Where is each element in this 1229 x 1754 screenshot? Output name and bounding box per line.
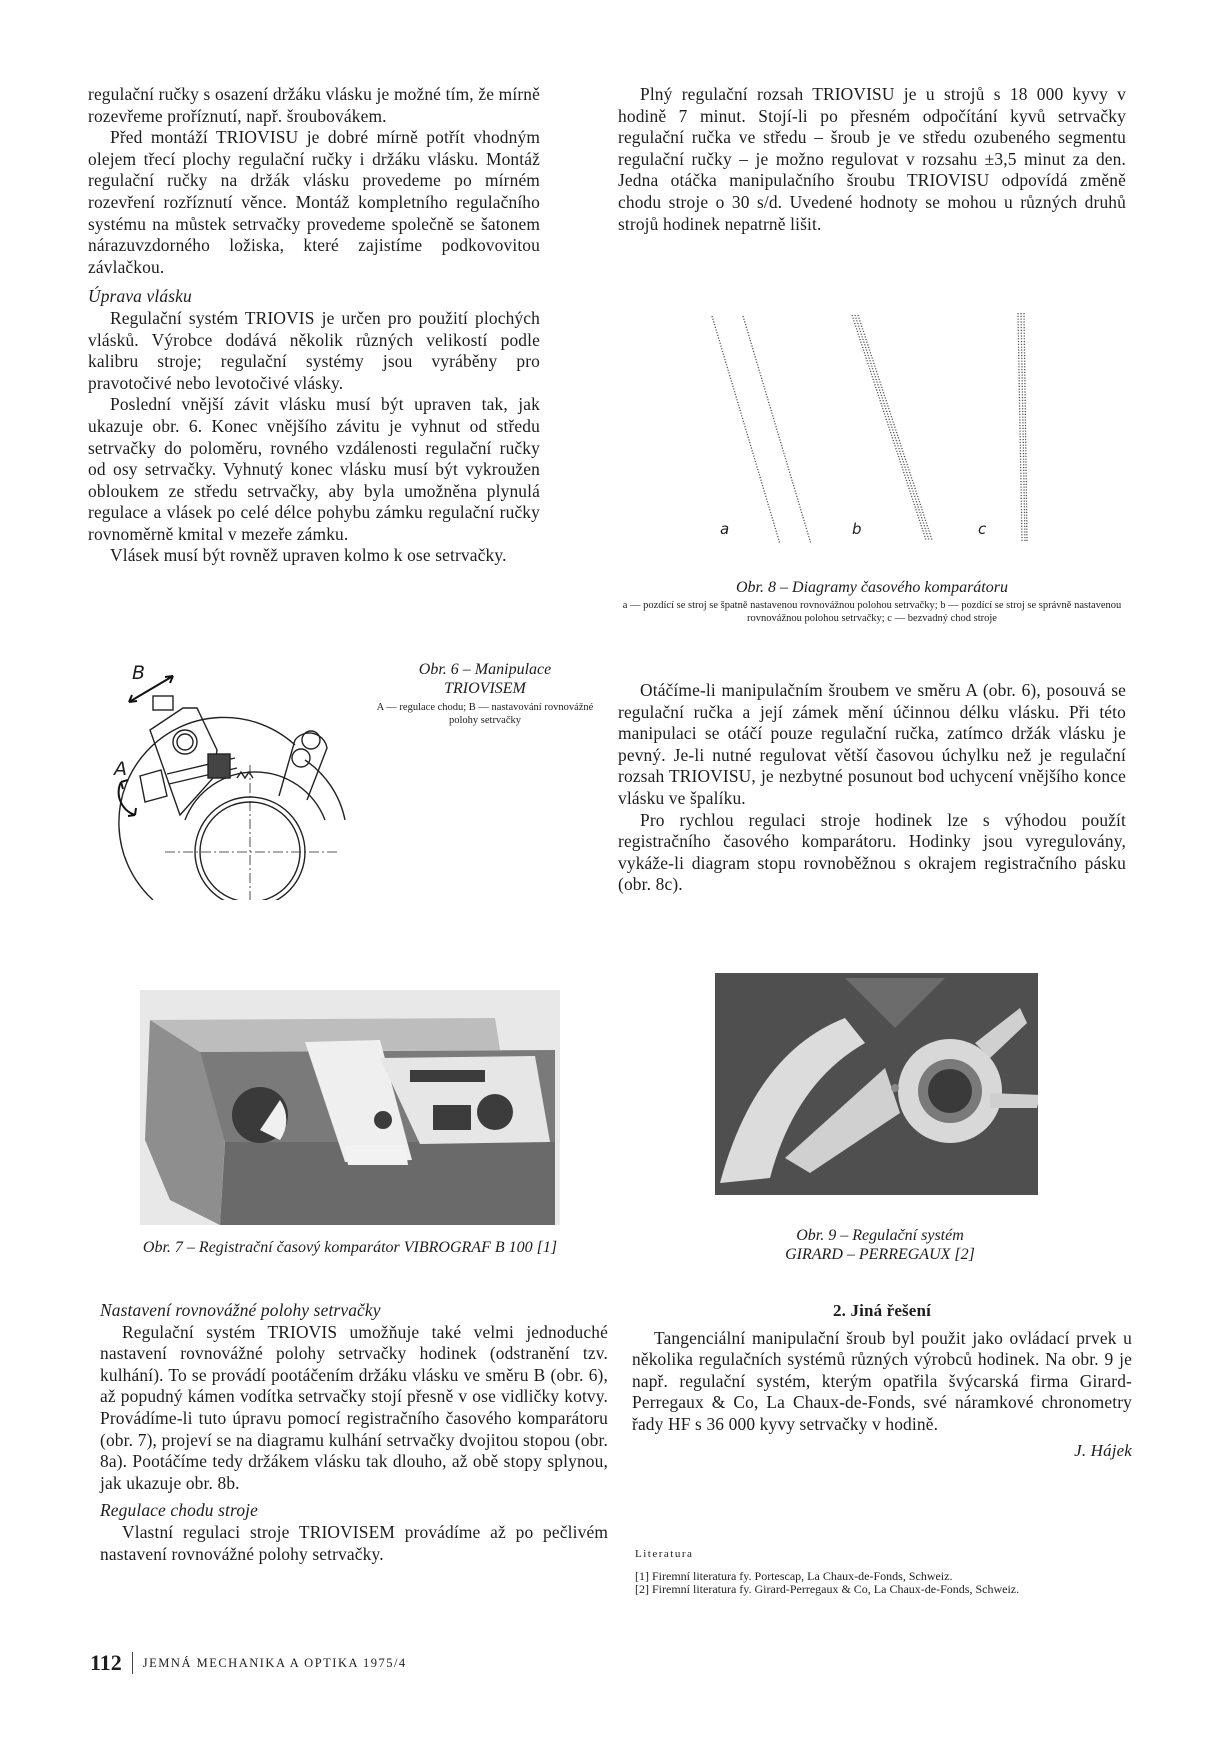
figure-7-caption: Obr. 7 – Registrační časový komparátor VIBROGRAF B 100 [1] bbox=[142, 1239, 558, 1256]
figure-7-photo bbox=[140, 990, 560, 1225]
right-column-mid bbox=[618, 680, 1126, 896]
girard-perregaux-regulator-photo bbox=[715, 973, 1038, 1195]
left-column-bottom bbox=[100, 1300, 608, 1565]
paragraph: Regulační systém TRIOVIS umožňuje také velmi jednoduché nastavení rovnovážné polohy setrvačky hodinek (odstranění tzv. kulhání). To se provádí pootáčením držáku vlásku ve směru B (obr. 6), až popudný kámen vodítka setrvačky stojí přesně v ose vidličky kotvy. Provádíme-li tuto úpravu pomocí registračního časového komparátoru (obr. 7), projeví se na diagramu kulhání setrvačky dvojitou stopou (obr. 8a). Pootáčíme tedy držákem vlásku tak dlouho, až obě stopy splynou, jak ukazuje obr. 8b. bbox=[100, 1321, 608, 1493]
section-title-jina-reseni: 2. Jiná řešení bbox=[833, 1301, 931, 1320]
figure-6-drawing bbox=[90, 650, 350, 900]
direction-label-a: A bbox=[114, 758, 127, 780]
paragraph: Pro rychlou regulaci stroje hodinek lze s výhodou použít registračního časového komparátoru. Hodinky jsou vyregulovány, vykáže-li diagram stopu rovnoběžnou s okrajem registračního pásku (obr. 8c). bbox=[618, 809, 1126, 895]
vibrograf-device-photo bbox=[140, 990, 560, 1225]
trace-label-b: b bbox=[852, 520, 862, 538]
left-column-top bbox=[88, 84, 540, 567]
figure-6-caption bbox=[350, 660, 620, 727]
literature bbox=[635, 1548, 1135, 1596]
figure-8-note: a — pozdící se stroj se špatně nastavenou rovnovážnou polohou setrvačky; b — pozdící se stroj se správně nastavenou rovnovážnou polohou setrvačky; c — bezvadný chod stroje bbox=[622, 600, 1122, 624]
figure-9-photo bbox=[715, 973, 1038, 1195]
footer-divider bbox=[132, 1652, 133, 1674]
journal-title: JEMNÁ MECHANIKA A OPTIKA 1975/4 bbox=[142, 1655, 407, 1670]
figure-6-note: A — regulace chodu; B — nastavování rovnovážné polohy setrvačky bbox=[376, 702, 594, 726]
right-column-top bbox=[618, 84, 1126, 235]
paragraph: Před montáží TRIOVISU je dobré mírně potřít vhodným olejem třecí plochy regulační ručky i držáku vlásku. Montáž regulační ručky na držák vlásku provedeme po mírném rozevření rozříznutí věnce. Montáž kompletního regulačního systému na můstek setrvačky provedeme společně se šatonem nárazuvzdorného ložiska, které zajistíme podkovovitou závlačkou. bbox=[88, 127, 540, 277]
paragraph: Regulační systém TRIOVIS je určen pro použití plochých vlásků. Výrobce dodává několik různých velikostí podle kalibru stroje; regulační systémy jsou vyráběny pro pravotočivé nebo levotočivé vlásky. bbox=[88, 307, 540, 393]
figure-6-title-line1: Obr. 6 – Manipulace bbox=[418, 661, 552, 678]
reference-item: [1] Firemní literatura fy. Portescap, La Chaux-de-Fonds, Schweiz. bbox=[635, 1569, 953, 1583]
paragraph: Tangenciální manipulační šroub byl použit jako ovládací prvek u několika regulačních systémů různých výrobců hodinek. Na obr. 9 je např. regulační systém, kterým opatřila švýcarská firma Girard-Perregaux & Co, La Chaux-de-Fonds, své náramkové chronometry řady HF s 36 000 kyvy setrvačky v hodině. bbox=[632, 1327, 1132, 1434]
comparator-traces-illustration bbox=[700, 300, 1040, 550]
triovis-mechanism-illustration bbox=[90, 650, 350, 900]
paragraph: Vlastní regulaci stroje TRIOVISEM provádíme až po pečlivém nastavení rovnovážné polohy setrvačky. bbox=[100, 1521, 608, 1564]
paragraph: Plný regulační rozsah TRIOVISU je u strojů s 18 000 kyvy v hodině 7 minut. Stojí-li po přesném odpočítání kyvů setrvačky regulační ručka ve středu – šroub je ve středu ozubeného segmentu regulační ručky – je možno regulovat v rozsahu ±3,5 minut za den. Jedna otáčka manipulačního šroubu TRIOVISU odpovídá změně chodu stroje o 30 s/d. Uvedené hodnoty se mohou u různých druhů strojů hodinek nepatrně lišit. bbox=[618, 84, 1126, 234]
figure-8-title: Obr. 8 – Diagramy časového komparátoru bbox=[736, 579, 1008, 596]
literature-heading: Literatura bbox=[635, 1548, 694, 1560]
subheading-nastaveni: Nastavení rovnovážné polohy setrvačky bbox=[100, 1300, 381, 1320]
paragraph: regulační ručky s osazení držáku vlásku je možné tím, že mírně rozevřeme proříznutí, např. šroubovákem. bbox=[88, 84, 540, 126]
figure-9-caption bbox=[640, 1226, 1120, 1264]
page-footer bbox=[90, 1650, 407, 1676]
trace-label-a: a bbox=[720, 520, 730, 538]
paragraph: Otáčíme-li manipulačním šroubem ve směru A (obr. 6), posouvá se regulační ručka a její zámek mění účinnou délku vlásku. Při této manipulaci se otáčí pouze regulační ručka, zatímco držák vlásku je pevný. Je-li nutné regulovat větší časovou úchylku než je regulační rozsah TRIOVISU, je nezbytné posunout bod uchycení vnějšího konce vlásku ve špalíku. bbox=[618, 680, 1126, 808]
figure-8-caption bbox=[612, 578, 1132, 625]
paragraph: Poslední vnější závit vlásku musí být upraven tak, jak ukazuje obr. 6. Konec vnějšího závitu je vyhnut od středu setrvačky do poloměru, rovného vzdálenosti regulační ručky od osy setrvačky. Vyhnutý konec vlásku musí být vykroužen obloukem ze středu setrvačky, aby byla umožněna plynulá regulace a vlásek po celé délce pohybu zámku regulační ručky rovnoměrně kmital v mezeře zámku. bbox=[88, 394, 540, 544]
page-number: 112 bbox=[90, 1650, 122, 1675]
subheading-uprava-vlasku: Úprava vlásku bbox=[88, 286, 192, 307]
direction-label-b: B bbox=[132, 662, 146, 684]
trace-label-c: c bbox=[978, 520, 987, 538]
right-column-bottom bbox=[632, 1300, 1132, 1461]
author: J. Hájek bbox=[1074, 1440, 1132, 1460]
figure-9-caption-line2: GIRARD – PERREGAUX [2] bbox=[785, 1246, 975, 1263]
figure-9-caption-line1: Obr. 9 – Regulační systém bbox=[796, 1227, 964, 1244]
paragraph: Vlásek musí být rovněž upraven kolmo k ose setrvačky. bbox=[110, 545, 507, 566]
figure-6-title-line2: TRIOVISEM bbox=[444, 680, 526, 697]
figure-8-diagram bbox=[700, 300, 1040, 550]
subheading-regulace-chodu: Regulace chodu stroje bbox=[100, 1500, 259, 1521]
reference-item: [2] Firemní literatura fy. Girard-Perregaux & Co, La Chaux-de-Fonds, Schweiz. bbox=[635, 1582, 1020, 1596]
